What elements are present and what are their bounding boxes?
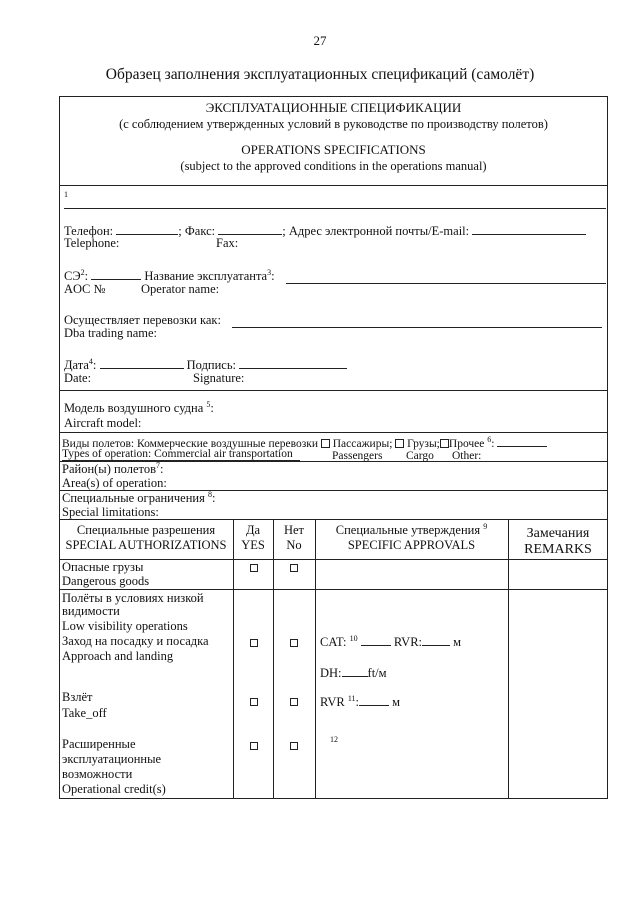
passengers-ru-label: Пассажиры; — [332, 438, 393, 450]
limitations-en-label: Special limitations: — [62, 505, 159, 519]
passengers-en-label: Passengers — [332, 450, 383, 462]
column-rule — [315, 519, 316, 799]
area-ru-row: Район(ы) полетов$^7$: — [62, 460, 164, 476]
other-field[interactable] — [497, 435, 547, 447]
oc-ru-line1: Расширенные — [62, 737, 136, 751]
footnote-sup: 11 — [347, 693, 356, 703]
other-en-label: Other: — [452, 450, 482, 462]
footnote-sup: 8 — [207, 489, 212, 499]
footnote-sup: 7 — [156, 460, 160, 470]
dh-unit: ft/м — [367, 666, 387, 680]
cat-field[interactable] — [361, 634, 391, 646]
dg-no-checkbox[interactable] — [290, 564, 298, 572]
email-field[interactable] — [472, 223, 586, 235]
approach-landing-en: Approach and landing — [62, 649, 174, 663]
document-title: Образец заполнения эксплуатационных спецификаций (самолёт) — [105, 66, 535, 83]
cat-label: CAT: — [320, 635, 347, 649]
signature-en-label: Signature: — [193, 371, 245, 385]
divider — [59, 390, 608, 391]
aircraft-ru-row: Модель воздушного судна $^5$: — [64, 399, 214, 415]
approvals-ru-header — [315, 523, 508, 537]
no-en-header: No — [286, 538, 302, 552]
aoc-number-field[interactable] — [91, 268, 141, 280]
trading-en-label: Dba trading name: — [64, 326, 158, 340]
oc-ru-line3: возможности — [62, 767, 133, 781]
operator-ru-label: Название эксплуатанта — [144, 269, 268, 283]
remarks-en-header: REMARKS — [524, 542, 592, 557]
auth-en-header: SPECIAL AUTHORIZATIONS — [65, 538, 227, 552]
footnote-sup: 2 — [80, 267, 85, 277]
operator-en-label: Operator name: — [141, 282, 220, 296]
oc-ru-line2: эксплуатационные — [62, 752, 162, 766]
to-no-checkbox[interactable] — [290, 698, 298, 706]
remarks-ru-header: Замечания — [526, 526, 590, 541]
takeoff-rvr-unit: м — [392, 695, 401, 709]
date-ru-label: Дата — [64, 358, 89, 372]
rvr-unit: м — [453, 635, 462, 649]
footnote-sup: 4 — [88, 356, 93, 366]
takeoff-rvr-label: RVR — [320, 695, 345, 709]
oc-yes-checkbox[interactable] — [250, 742, 258, 750]
operator-address-line[interactable] — [64, 208, 606, 209]
column-rule — [508, 519, 509, 799]
approvals-en-header: SPECIFIC APPROVALS — [347, 538, 476, 552]
trading-ru-label: Осуществляет перевозки как: — [64, 313, 221, 327]
area-en-label: Area(s) of operation: — [62, 476, 167, 490]
header-en-title: OPERATIONS SPECIFICATIONS — [241, 142, 426, 157]
area-ru-label: Район(ы) полетов — [62, 462, 156, 476]
fax-label: ; Факс: — [178, 224, 216, 238]
contacts-ru-row — [64, 223, 586, 238]
takeoff-rvr-row — [320, 694, 400, 709]
date-en-label: Date: — [64, 371, 92, 385]
takeoff-en: Take_off — [62, 706, 107, 720]
footnote-sup: 9 — [483, 521, 488, 531]
footnote-sup: 3 — [267, 267, 272, 277]
rvr-label: RVR: — [393, 635, 423, 649]
approach-landing-ru: Заход на посадку и посадка — [62, 634, 209, 648]
operator-name-field[interactable] — [286, 283, 606, 284]
lv-ru-line1: Полёты в условиях низкой — [62, 591, 204, 605]
footnote-sup: 10 — [349, 633, 358, 643]
date-sig-ru-row: Дата$^4$: Подпись: — [64, 357, 347, 372]
signature-field[interactable] — [239, 357, 347, 369]
header-en-subtitle: (subject to the approved conditions in the operations manual) — [180, 159, 487, 173]
cat-rvr-row — [320, 634, 461, 649]
header-ru-title: ЭКСПЛУАТАЦИОННЫЕ СПЕЦИФИКАЦИИ — [205, 100, 462, 115]
date-field[interactable] — [100, 357, 184, 369]
limitations-ru-label: Специальные ограничения — [62, 491, 205, 505]
dh-label: DH: — [320, 666, 342, 680]
phone-field[interactable] — [116, 223, 178, 235]
phone-label: Телефон: — [64, 224, 114, 238]
yes-ru-header: Да — [245, 523, 261, 537]
footnote-mark: 1 — [64, 190, 68, 199]
email-label: ; Адрес электронной почты/E-mail: — [282, 224, 470, 238]
dangerous-goods-ru: Опасные грузы — [62, 560, 144, 574]
footnote-mark: 12 — [330, 735, 338, 744]
rvr-field[interactable] — [422, 634, 450, 646]
aircraft-ru-label: Модель воздушного судна — [64, 401, 204, 415]
limitations-ru-row: Специальные ограничения $^8$: — [62, 489, 216, 505]
no-ru-header: Нет — [283, 523, 305, 537]
al-yes-checkbox[interactable] — [250, 639, 258, 647]
oc-no-checkbox[interactable] — [290, 742, 298, 750]
signature-ru-label: Подпись: — [186, 358, 237, 372]
aoc-ru-row: $СЭ^2$: Название эксплуатанта$^3$: — [64, 267, 275, 283]
page-number: 27 — [313, 33, 327, 48]
al-no-checkbox[interactable] — [290, 639, 298, 647]
other-checkbox[interactable] — [440, 439, 449, 448]
aircraft-en-label: Aircraft model: — [64, 416, 142, 430]
footnote-sup: 6 — [487, 435, 492, 445]
colon: : — [355, 695, 360, 709]
fax-field[interactable] — [218, 223, 282, 235]
ops-types-ru-lead: Виды полетов: Коммерческие воздушные перевозки — [62, 438, 318, 450]
column-rule — [273, 519, 274, 799]
divider — [59, 432, 608, 433]
column-rule — [233, 519, 234, 799]
oc-en: Operational credit(s) — [62, 782, 166, 796]
dh-row — [320, 665, 387, 680]
takeoff-rvr-field[interactable] — [359, 694, 389, 706]
lv-ru-line2: видимости — [62, 604, 120, 618]
cargo-en-label: Cargo — [406, 450, 434, 462]
yes-en-header: YES — [241, 538, 265, 552]
trading-name-field[interactable] — [232, 327, 602, 328]
dg-yes-checkbox[interactable] — [250, 564, 258, 572]
lv-en: Low visibility operations — [62, 619, 188, 633]
underline — [62, 460, 300, 461]
fax-en-label: Fax: — [216, 236, 239, 250]
passengers-checkbox[interactable] — [321, 439, 330, 448]
dangerous-goods-en: Dangerous goods — [62, 574, 150, 588]
auth-ru-header: Специальные разрешения — [76, 523, 216, 537]
divider — [59, 519, 608, 520]
ops-types-en-lead: Types of operation: Commercial air transportation — [62, 448, 293, 460]
aoc-ru-label: СЭ — [64, 269, 81, 283]
divider — [59, 185, 608, 186]
approvals-ru-label: Специальные утверждения — [335, 523, 481, 537]
phone-en-label: Telephone: — [64, 236, 120, 250]
footnote-sup: 5 — [206, 399, 211, 409]
to-yes-checkbox[interactable] — [250, 698, 258, 706]
ops-types-ru-row: Виды полетов: Коммерческие воздушные перевозки Пассажиры; Грузы; Прочее $^6$: — [62, 435, 547, 451]
other-ru-label: Прочее — [448, 438, 485, 450]
cargo-ru-label: Грузы; — [407, 438, 440, 450]
aoc-en-label: AOC № — [64, 282, 106, 296]
takeoff-ru: Взлёт — [62, 690, 93, 704]
dh-field[interactable] — [342, 665, 368, 677]
cargo-checkbox[interactable] — [395, 439, 404, 448]
header-ru-subtitle: (с соблюдением утвержденных условий в руководстве по производству полетов) — [119, 117, 548, 131]
divider — [59, 589, 608, 590]
